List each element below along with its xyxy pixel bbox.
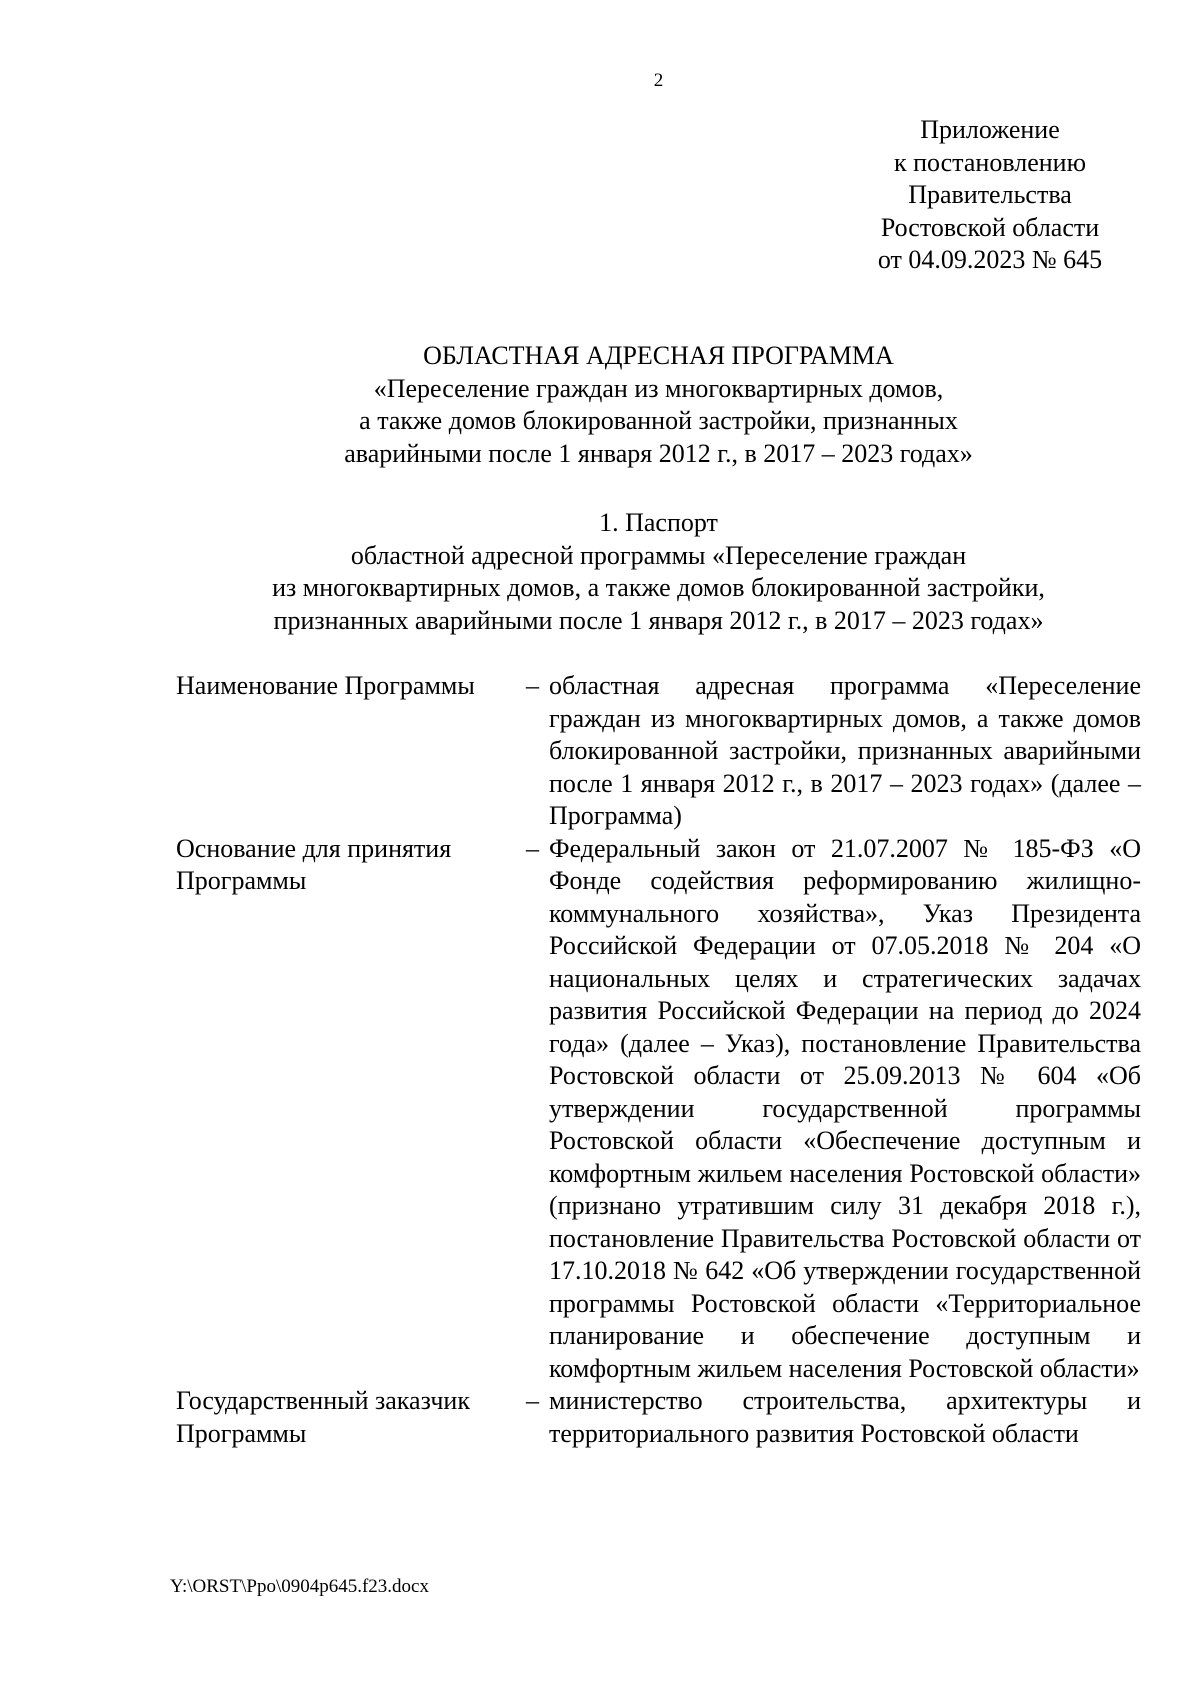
passport-row-name xyxy=(176,670,1141,833)
passport-title xyxy=(176,507,1141,637)
program-heading: ОБЛАСТНАЯ АДРЕСНАЯ ПРОГРАММА xyxy=(423,341,894,370)
passport-table xyxy=(176,670,1141,1450)
row-dash: – xyxy=(526,833,539,863)
row-value: Федеральный закон от 21.07.2007 № 185-ФЗ «О Фонде содействия реформированию жилищно-коммунального хозяйства», Указ Президента Российской Федерации от 07.05.2018 № 204 «О национальных целях и стратегических задачах развития Российской Федерации на период до 2024 года» (далее – Указ), постановление Правительства Ростовской области от 25.09.2013 № 604 «Об утверждении государственной программы Ростовской области «Обеспечение доступным и комфортным жильем населения Ростовской области» (признано утратившим силу 31 декабря 2018 г.), постановление Правительства Ростовской области от 17.10.2018 № 642 «Об утверждении государственной программы Ростовской области «Территориальное планирование и обеспечение доступным и комфортным жильем населения Ростовской области» xyxy=(549,833,1141,1383)
passport-heading: 1. Паспорт xyxy=(599,508,718,537)
row-label: Государственный заказчик Программы xyxy=(176,1386,470,1448)
row-dash: – xyxy=(526,671,539,700)
passport-title-line: областной адресной программы «Переселение граждан xyxy=(350,540,967,570)
program-title-line: аварийными после 1 января 2012 г., в 2017 – 2023 годах» xyxy=(344,438,973,468)
appendix-block xyxy=(840,114,1140,277)
appendix-line: от 04.09.2023 № 645 xyxy=(877,245,1103,274)
appendix-line: Ростовской области xyxy=(880,212,1100,242)
program-title-line: а также домов блокированной застройки, признанных xyxy=(359,406,958,435)
passport-row-customer xyxy=(176,1385,1141,1450)
row-label: Наименование Программы xyxy=(176,671,475,700)
row-label: Основание для принятия Программы xyxy=(176,833,452,895)
row-value: областная адресная программа «Переселение граждан из многоквартирных домов, а также домов блокированной застройки, признанных аварийными после 1 января 2012 г., в 2017 – 2023 годах» (далее – Программа) xyxy=(549,671,1141,830)
appendix-line: Правительства xyxy=(908,180,1072,209)
appendix-line: Приложение xyxy=(920,115,1060,144)
program-title-line: «Переселение граждан из многоквартирных домов, xyxy=(373,373,944,403)
page-number: 2 xyxy=(653,70,664,91)
file-path-footer: Y:\ORST\Ppo\0904p645.f23.docx xyxy=(170,1576,429,1597)
row-dash: – xyxy=(526,1386,539,1415)
passport-row-basis xyxy=(176,833,1141,1386)
passport-title-line: из многоквартирных домов, а также домов блокированной застройки, xyxy=(272,573,1045,602)
passport-title-line: признанных аварийными после 1 января 2012 г., в 2017 – 2023 годах» xyxy=(273,605,1044,635)
row-value: министерство строительства, архитектуры и территориального развития Ростовской области xyxy=(549,1386,1141,1448)
program-title xyxy=(176,340,1141,470)
appendix-line: к постановлению xyxy=(893,147,1087,177)
